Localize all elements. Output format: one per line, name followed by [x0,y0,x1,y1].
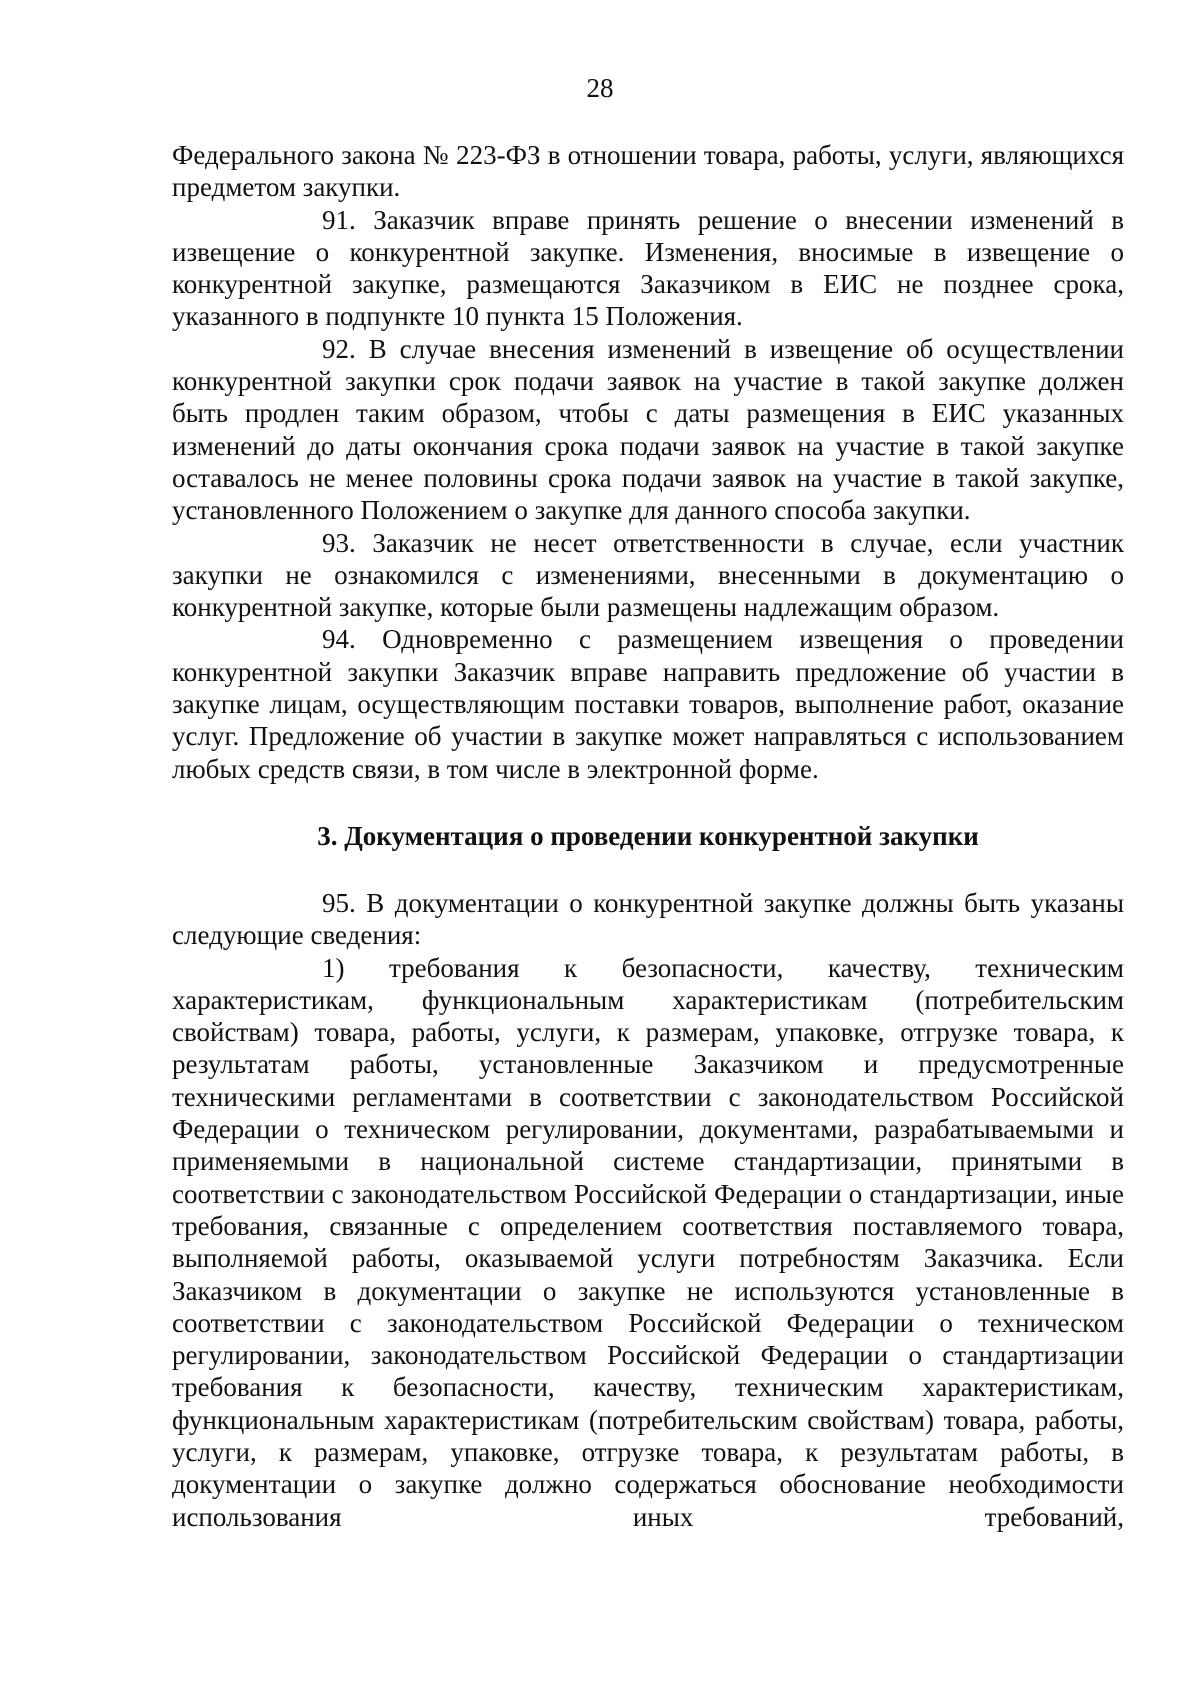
paragraph-94 [172,623,1124,784]
list-item-text: требования к безопасности, качеству, техническим характеристикам, функциональным характеристикам (потребительским свойствам) товара, работы, услуги, к размерам, упаковке, отгрузке товара, к результатам работы, установленные Заказчиком и предусмотренные техническими регламентами в соответствии с законодательством Российской Федерации о техническом регулировании, документами, разрабатываемыми и применяемыми в национальной системе стандартизации, принятыми в соответствии с законодательством Российской Федерации о стандартизации, иные требования, связанные с определением соответствия поставляемого товара, выполняемой работы, оказываемой услуги потребностям Заказчика. Если Заказчиком в документации о закупке не используются установленные в соответствии с законодательством Российской Федерации о техническом регулировании, законодательством Российской Федерации о стандартизации требования к безопасности, качеству, техническим характеристикам, функциональным характеристикам (потребительским свойствам) товара, работы, услуги, к размерам, упаковке, отгрузке товара, к результатам работы, в документации о закупке должно содержаться обоснование необходимости использования иных требований, [172,952,1124,1532]
section-notice-changes [172,139,1124,785]
paragraph-text: Заказчик вправе принять решение о внесении изменений в извещение о конкурентной закупке. Изменения, вносимые в извещение о конкурентной закупке, размещаются Заказчиком в ЕИС не позднее срока, указанного в подпункте 10 пункта 15 Положения. [172,204,1124,332]
paragraph-text: В документации о конкурентной закупке должны быть указаны следующие сведения: [172,888,1125,951]
paragraph-number: 94. [322,624,356,655]
section-documentation [172,887,1124,1533]
paragraph-91 [172,204,1124,333]
paragraph-number: 95. [322,888,356,918]
paragraph-intro: Федерального закона № 223-ФЗ в отношении товара, работы, услуги, являющихся предметом закупки. [172,140,1124,203]
paragraph-text: Одновременно с размещением извещения о проведении конкурентной закупки Заказчик вправе направить предложение об участии в закупке лицам, осуществляющим поставки товаров, выполнение работ, оказание услуг. Предложение об участии в закупке может направляться с использованием любых средств связи, в том числе в электронной форме. [172,624,1124,784]
paragraph-95 [172,887,1124,952]
paragraph-number: 91. [322,204,356,235]
section-heading: 3. Документация о проведении конкурентной закупки [317,821,979,851]
paragraph-number: 92. [322,333,356,364]
paragraph-number: 93. [322,527,356,558]
paragraph-text: Заказчик не несет ответственности в случае, если участник закупки не ознакомился с изменениями, внесенными в документацию о конкурентной закупке, которые были размещены надлежащим образом. [172,527,1124,623]
paragraph-text: В случае внесения изменений в извещение об осуществлении конкурентной закупки срок подачи заявок на участие в такой закупке должен быть продлен таким образом, чтобы с даты размещения в ЕИС указанных изменений до даты окончания срока подачи заявок на участие в такой закупке оставалось не менее половины срока подачи заявок на участие в такой закупке, установленного Положением о закупке для данного способа закупки. [172,333,1124,526]
paragraph-92 [172,333,1124,527]
paragraph-93 [172,527,1124,624]
list-item-number: 1) [322,952,345,983]
list-item-1 [172,952,1124,1533]
page-number: 28 [586,73,614,103]
